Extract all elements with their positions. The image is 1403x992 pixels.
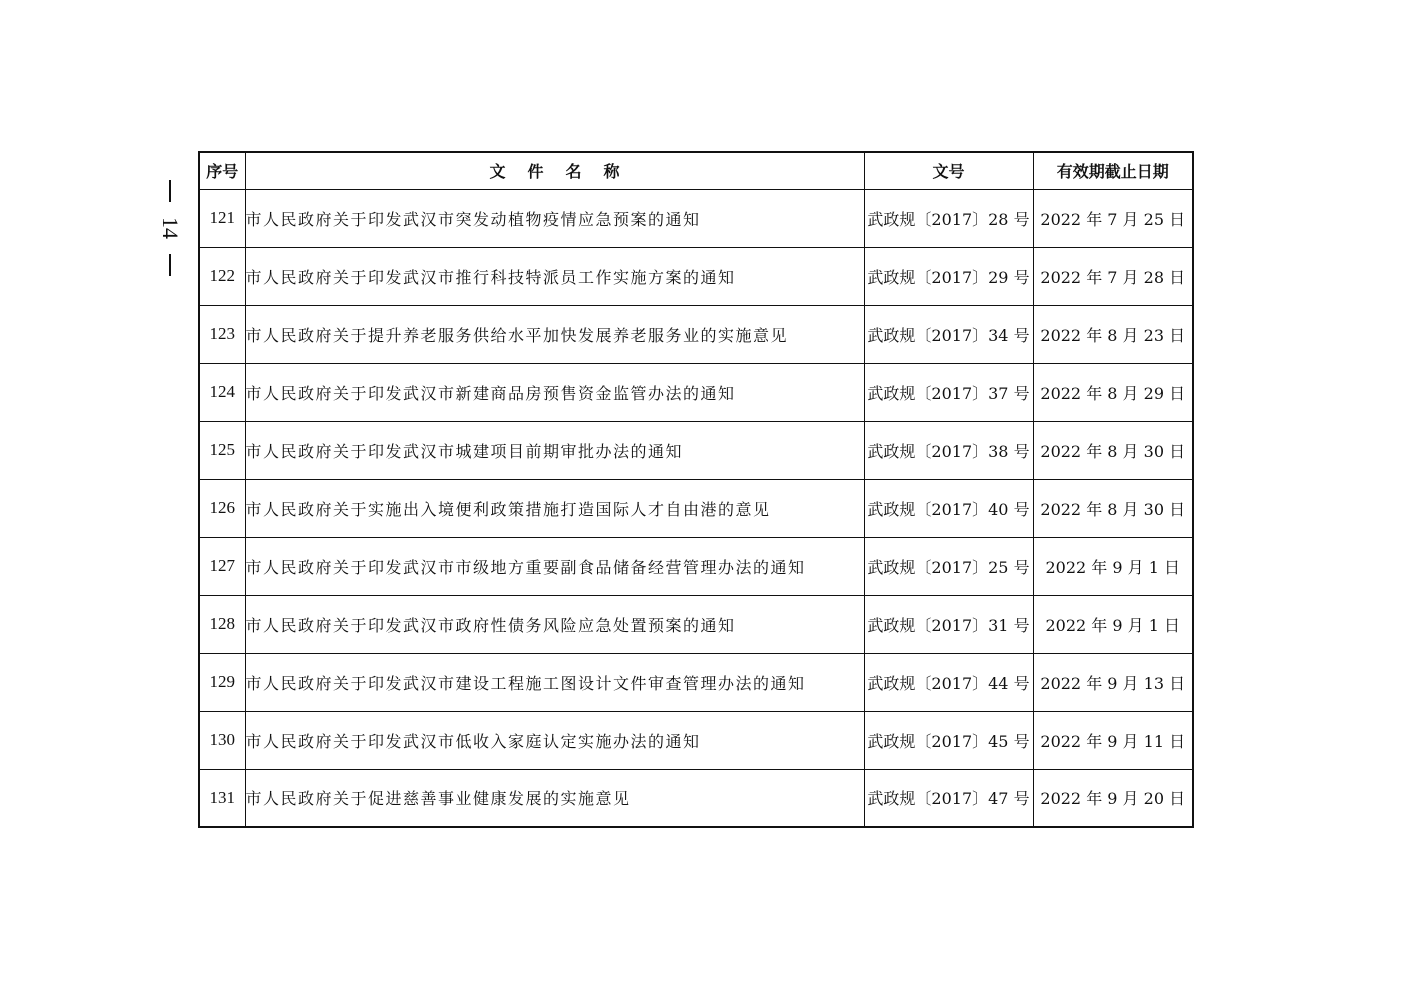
cell-expiry: 2022 年 8 月 23 日	[1033, 305, 1193, 363]
table-header-row	[199, 152, 1193, 189]
document-table	[198, 151, 1194, 828]
cell-seq: 121	[199, 189, 245, 247]
cell-seq: 122	[199, 247, 245, 305]
header-title: 文件名称	[245, 152, 864, 189]
cell-title: 市人民政府关于印发武汉市建设工程施工图设计文件审查管理办法的通知	[245, 653, 864, 711]
table-row	[199, 479, 1193, 537]
cell-expiry: 2022 年 7 月 28 日	[1033, 247, 1193, 305]
cell-title: 市人民政府关于印发武汉市市级地方重要副食品储备经营管理办法的通知	[245, 537, 864, 595]
cell-seq: 123	[199, 305, 245, 363]
cell-expiry: 2022 年 7 月 25 日	[1033, 189, 1193, 247]
cell-title: 市人民政府关于印发武汉市低收入家庭认定实施办法的通知	[245, 711, 864, 769]
table-row	[199, 363, 1193, 421]
cell-seq: 127	[199, 537, 245, 595]
header-seq: 序号	[199, 152, 245, 189]
cell-title: 市人民政府关于印发武汉市城建项目前期审批办法的通知	[245, 421, 864, 479]
cell-seq: 125	[199, 421, 245, 479]
cell-doc-no: 武政规〔2017〕31 号	[864, 595, 1033, 653]
cell-expiry: 2022 年 8 月 29 日	[1033, 363, 1193, 421]
cell-title: 市人民政府关于实施出入境便利政策措施打造国际人才自由港的意见	[245, 479, 864, 537]
cell-doc-no: 武政规〔2017〕28 号	[864, 189, 1033, 247]
cell-doc-no: 武政规〔2017〕40 号	[864, 479, 1033, 537]
cell-seq: 130	[199, 711, 245, 769]
table-row	[199, 653, 1193, 711]
header-doc-no: 文号	[864, 152, 1033, 189]
table-row	[199, 305, 1193, 363]
cell-expiry: 2022 年 9 月 1 日	[1033, 537, 1193, 595]
cell-seq: 126	[199, 479, 245, 537]
page-number	[150, 180, 190, 276]
table-row	[199, 247, 1193, 305]
table-row	[199, 595, 1193, 653]
cell-title: 市人民政府关于印发武汉市新建商品房预售资金监管办法的通知	[245, 363, 864, 421]
cell-title: 市人民政府关于印发武汉市政府性债务风险应急处置预案的通知	[245, 595, 864, 653]
cell-expiry: 2022 年 8 月 30 日	[1033, 421, 1193, 479]
cell-seq: 124	[199, 363, 245, 421]
page-number-dash-bottom	[169, 254, 171, 276]
cell-title: 市人民政府关于提升养老服务供给水平加快发展养老服务业的实施意见	[245, 305, 864, 363]
cell-doc-no: 武政规〔2017〕45 号	[864, 711, 1033, 769]
cell-doc-no: 武政规〔2017〕25 号	[864, 537, 1033, 595]
cell-doc-no: 武政规〔2017〕47 号	[864, 769, 1033, 827]
table-row	[199, 421, 1193, 479]
cell-expiry: 2022 年 8 月 30 日	[1033, 479, 1193, 537]
table-row	[199, 189, 1193, 247]
cell-seq: 129	[199, 653, 245, 711]
cell-doc-no: 武政规〔2017〕29 号	[864, 247, 1033, 305]
cell-seq: 128	[199, 595, 245, 653]
table-row	[199, 537, 1193, 595]
cell-doc-no: 武政规〔2017〕37 号	[864, 363, 1033, 421]
cell-expiry: 2022 年 9 月 13 日	[1033, 653, 1193, 711]
cell-title: 市人民政府关于促进慈善事业健康发展的实施意见	[245, 769, 864, 827]
page-number-text: 14	[158, 217, 183, 239]
cell-expiry: 2022 年 9 月 20 日	[1033, 769, 1193, 827]
cell-expiry: 2022 年 9 月 11 日	[1033, 711, 1193, 769]
cell-title: 市人民政府关于印发武汉市突发动植物疫情应急预案的通知	[245, 189, 864, 247]
cell-doc-no: 武政规〔2017〕38 号	[864, 421, 1033, 479]
table-row	[199, 711, 1193, 769]
cell-seq: 131	[199, 769, 245, 827]
cell-title: 市人民政府关于印发武汉市推行科技特派员工作实施方案的通知	[245, 247, 864, 305]
header-expiry: 有效期截止日期	[1033, 152, 1193, 189]
cell-doc-no: 武政规〔2017〕44 号	[864, 653, 1033, 711]
cell-doc-no: 武政规〔2017〕34 号	[864, 305, 1033, 363]
cell-expiry: 2022 年 9 月 1 日	[1033, 595, 1193, 653]
table-row	[199, 769, 1193, 827]
table-body	[199, 189, 1193, 827]
page-number-dash-top	[169, 180, 171, 202]
